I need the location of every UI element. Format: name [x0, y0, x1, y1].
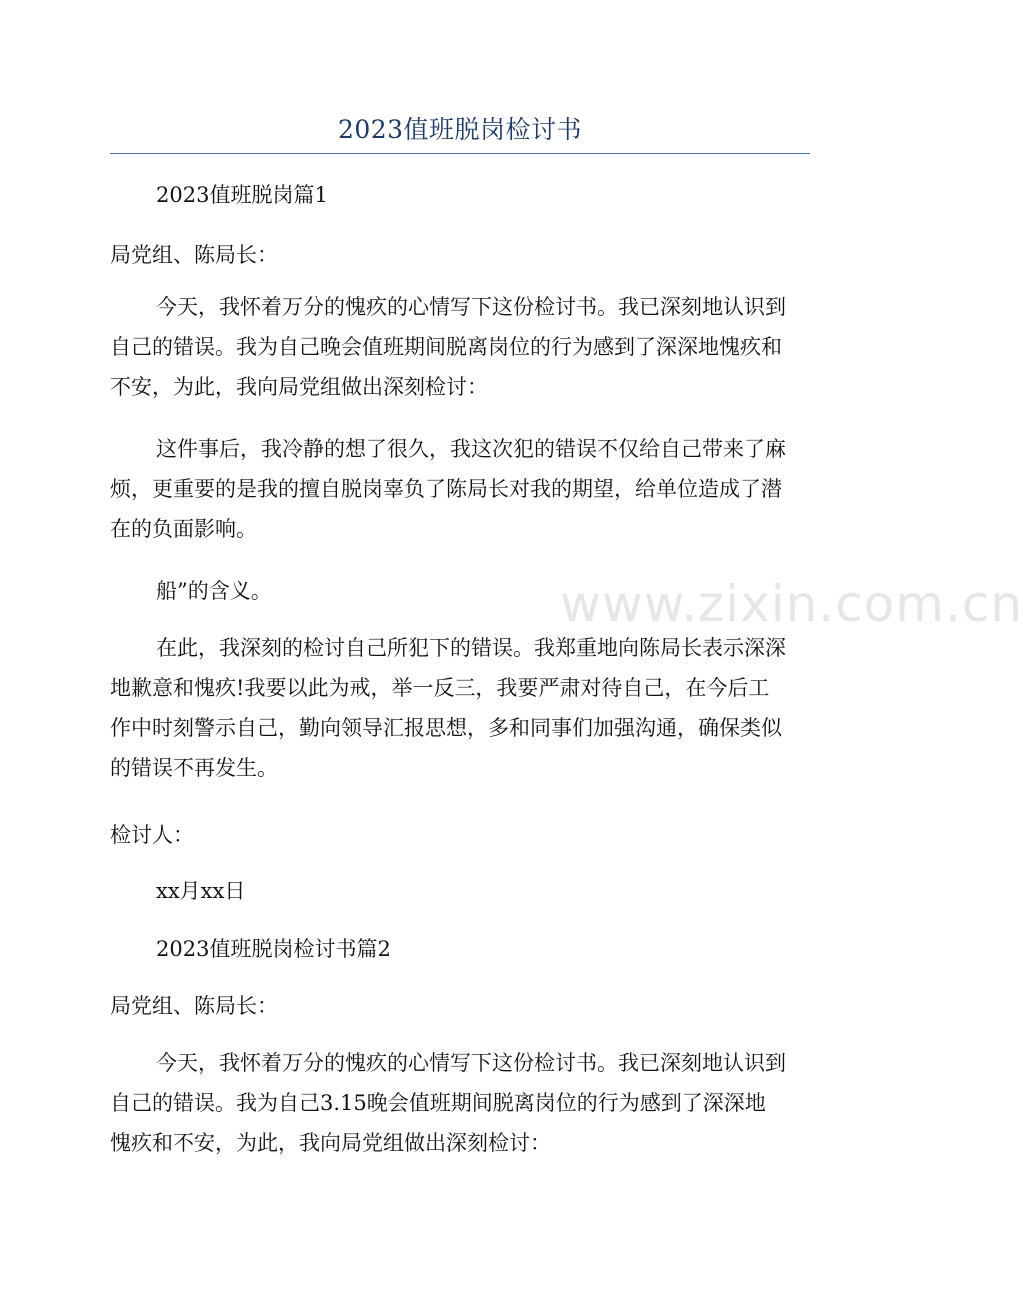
body-paragraph	[110, 571, 810, 611]
text-line: 地歉意和愧疚!我要以此为戒，举一反三，我要严肃对待自己，在今后工	[110, 676, 770, 700]
text-line: 作中时刻警示自己，勤向领导汇报思想，多和同事们加强沟通，确保类似	[110, 716, 782, 740]
signer-label	[110, 815, 810, 855]
section-heading-1	[110, 175, 810, 215]
text-line: 不安，为此，我向局党组做出深刻检讨：	[110, 375, 488, 399]
text-line: 今天，我怀着万分的愧疚的心情写下这份检讨书。我已深刻地认识到	[156, 1051, 786, 1075]
text-line: 在的负面影响。	[110, 517, 257, 541]
text-line: 烦，更重要的是我的擅自脱岗辜负了陈局长对我的期望，给单位造成了潜	[110, 477, 782, 501]
text-line: 的错误不再发生。	[110, 756, 278, 780]
text-line: 自己的错误。我为自己晚会值班期间脱离岗位的行为感到了深深地愧疚和	[110, 335, 782, 359]
document-title: 2023值班脱岗检讨书	[337, 115, 583, 144]
date-line	[110, 871, 810, 911]
salutation	[110, 986, 810, 1026]
text-line: 2023值班脱岗篇1	[156, 183, 328, 207]
text-line: 局党组、陈局长：	[110, 243, 278, 267]
text-line: 今天，我怀着万分的愧疚的心情写下这份检讨书。我已深刻地认识到	[156, 295, 786, 319]
salutation	[110, 235, 810, 275]
body-paragraph	[110, 287, 810, 407]
text-line: 愧疚和不安，为此，我向局党组做出深刻检讨：	[110, 1131, 551, 1155]
body-paragraph	[110, 1043, 810, 1163]
title-underline	[110, 153, 810, 154]
text-line: 在此，我深刻的检讨自己所犯下的错误。我郑重地向陈局长表示深深	[156, 636, 786, 660]
section-heading-2	[110, 929, 810, 969]
text-line: 2023值班脱岗检讨书篇2	[156, 937, 391, 961]
text-line: 船”的含义。	[156, 579, 272, 603]
text-line: xx月xx日	[156, 879, 246, 903]
text-line: 局党组、陈局长：	[110, 994, 278, 1018]
body-paragraph	[110, 628, 810, 788]
text-line: 检讨人：	[110, 823, 194, 847]
text-line: 这件事后，我冷静的想了很久，我这次犯的错误不仅给自己带来了麻	[156, 437, 786, 461]
watermark: www.zixin.com.cn	[560, 575, 1023, 633]
text-line: 自己的错误。我为自己3.15晚会值班期间脱离岗位的行为感到了深深地	[110, 1091, 766, 1115]
body-paragraph	[110, 429, 810, 549]
